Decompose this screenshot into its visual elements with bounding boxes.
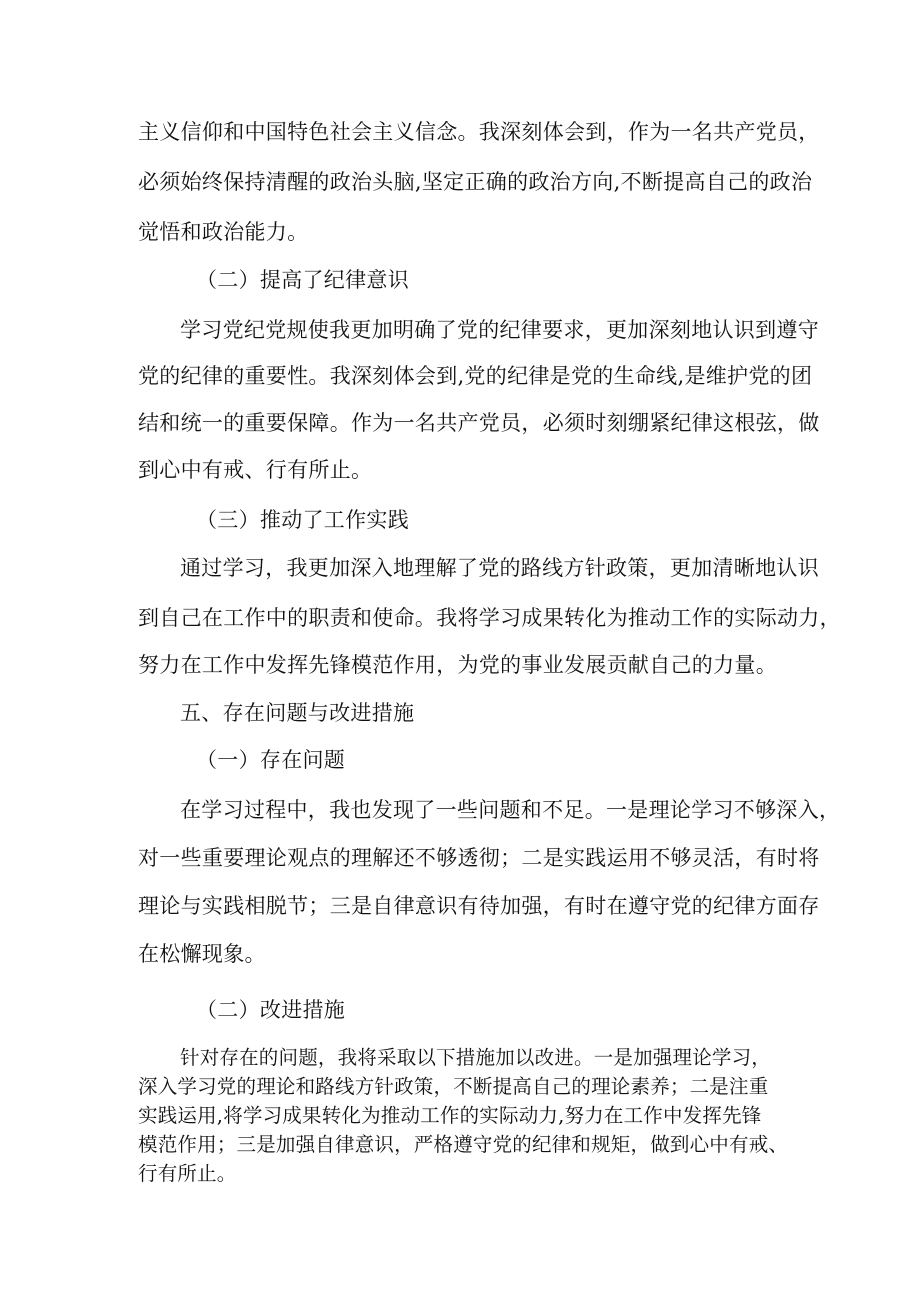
paragraph-line: 在学习过程中，我也发现了一些问题和不足。一是理论学习不够深入， [180,798,841,822]
paragraph-line: 党的纪律的重要性。我深刻体会到,党的纪律是党的生命线,是维护党的团 [138,364,813,388]
paragraph-line: 到自己在工作中的职责和使命。我将学习成果转化为推动工作的实际动力， [138,606,841,630]
paragraph-line: 在松懈现象。 [138,942,266,966]
paragraph-line: 对一些重要理论观点的理解还不够透彻；二是实践运用不够灵活，有时将 [138,846,820,870]
paragraph-line: 到心中有戒、行有所止。 [138,458,373,482]
paragraph-line: 必须始终保持清醒的政治头脑,坚定正确的政治方向,不断提高自己的政治 [138,170,813,194]
paragraph-line: 主义信仰和中国特色社会主义信念。我深刻体会到，作为一名共产党员， [138,120,820,144]
subheading-practice: （三）推动了工作实践 [196,508,409,532]
paragraph-line: 行有所止。 [138,1162,237,1185]
paragraph-line: 针对存在的问题，我将采取以下措施加以改进。一是加强理论学习， [180,1046,772,1069]
paragraph-line: 觉悟和政治能力。 [138,220,309,244]
paragraph-line: 模范作用；三是加强自律意识，严格遵守党的纪律和规矩，做到心中有戒、 [138,1133,789,1156]
paragraph-line: 学习党纪党规使我更加明确了党的纪律要求，更加深刻地认识到遵守 [180,318,819,342]
subheading-measures: （二）改进措施 [196,998,346,1022]
section-heading-problems-measures: 五、存在问题与改进措施 [180,701,415,725]
paragraph-line: 理论与实践相脱节；三是自律意识有待加强，有时在遵守党的纪律方面存 [138,894,820,918]
paragraph-line: 通过学习，我更加深入地理解了党的路线方针政策，更加清晰地认识 [180,556,819,580]
subheading-problems: （一）存在问题 [196,748,346,772]
paragraph-line: 实践运用,将学习成果转化为推动工作的实际动力,努力在工作中发挥先锋 [138,1104,762,1127]
paragraph-line: 深入学习党的理论和路线方针政策，不断提高自己的理论素养；二是注重 [138,1075,769,1098]
paragraph-line: 结和统一的重要保障。作为一名共产党员，必须时刻绷紧纪律这根弦，做 [138,411,820,435]
paragraph-line: 努力在工作中发挥先锋模范作用，为党的事业发展贡献自己的力量。 [138,653,777,677]
subheading-discipline: （二）提高了纪律意识 [196,268,409,292]
